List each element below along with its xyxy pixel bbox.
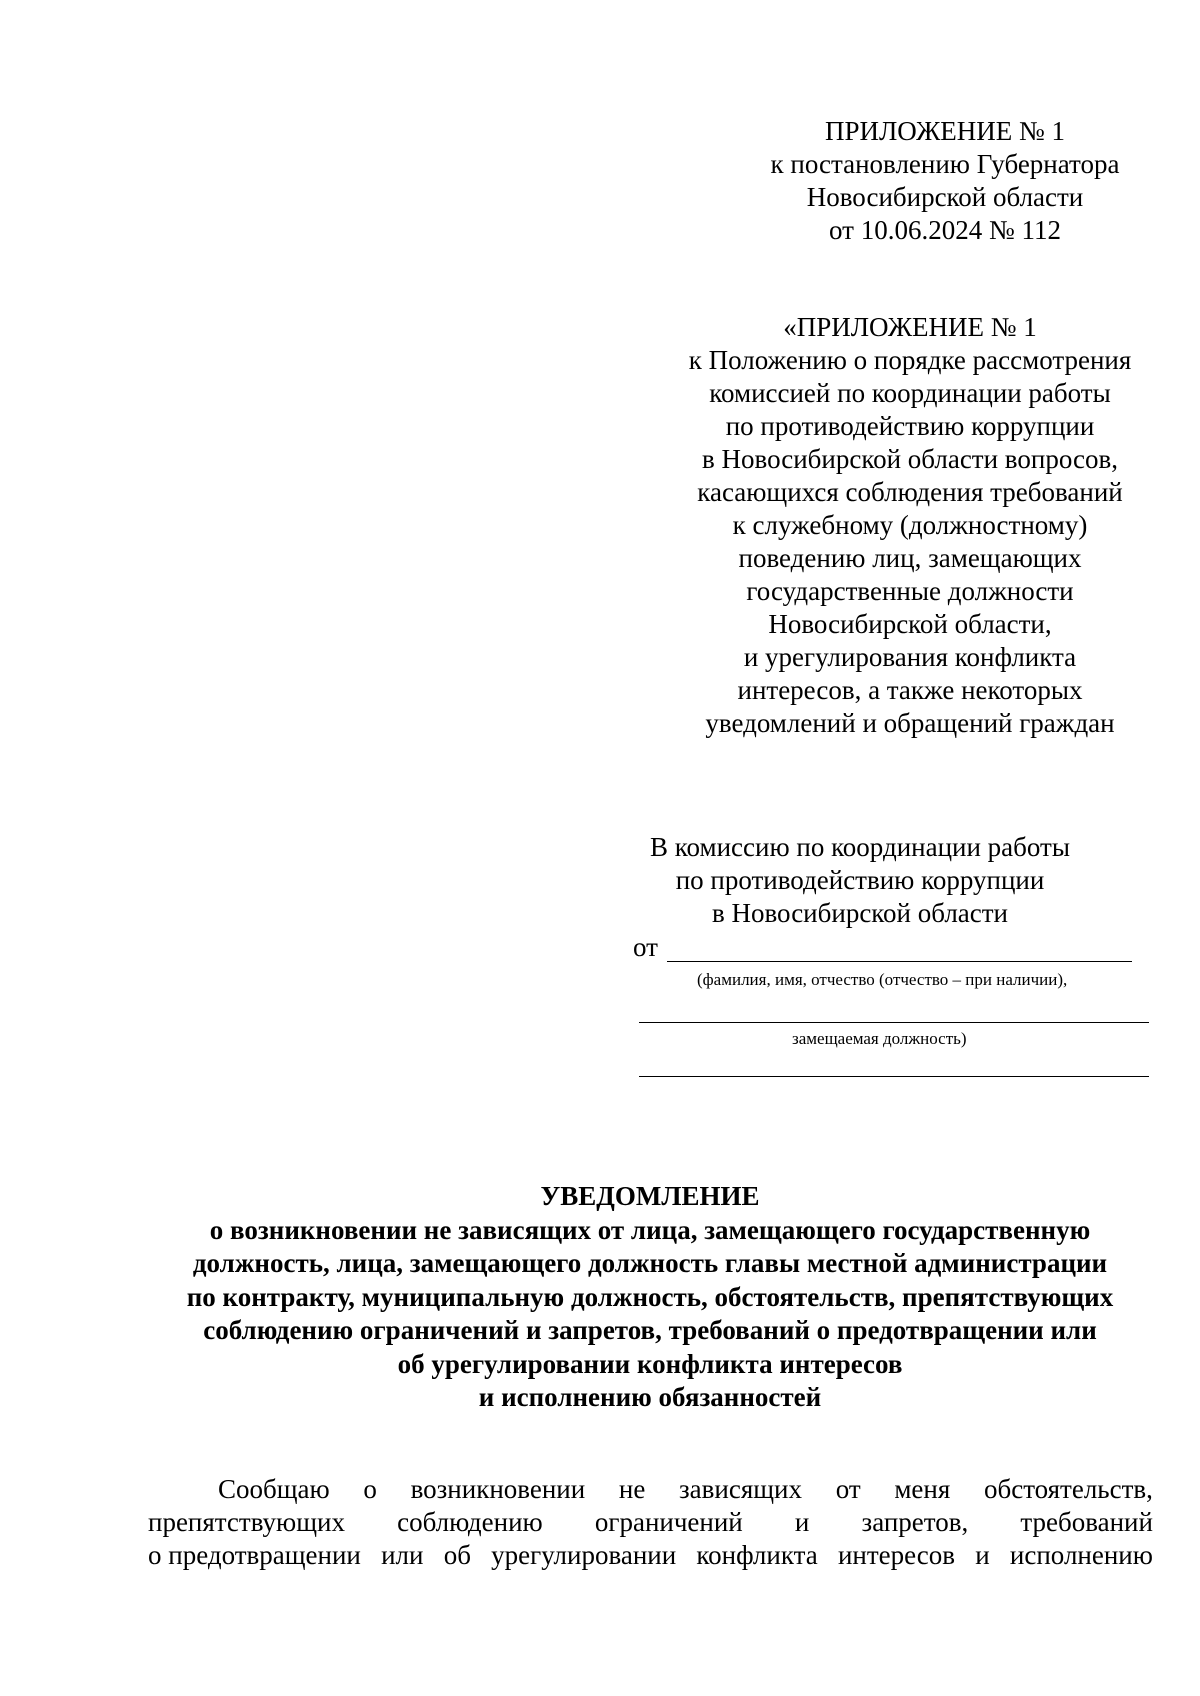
body-word: и [975, 1540, 990, 1570]
attachment-line: к постановлению Губернатора [770, 149, 1120, 179]
attachment-regulation-header [640, 311, 1180, 740]
attachment-line: к Положению о порядке рассмотрения [688, 345, 1132, 375]
notice-subtitle-line: об урегулировании конфликта интересов [397, 1348, 903, 1379]
body-word: не [618, 1474, 646, 1504]
notice-subtitle-line: о возникновении не зависящих от лица, замещающего государственную [209, 1214, 1091, 1245]
body-word: и [794, 1507, 810, 1537]
sender-position-caption: замещаемая должность) [792, 1029, 967, 1048]
body-line [148, 1506, 1153, 1539]
notice-subtitle-line: и исполнению обязанностей [478, 1382, 822, 1412]
body-word: запретов, [861, 1507, 969, 1537]
attachment-title: ПРИЛОЖЕНИЕ № 1 [824, 116, 1066, 146]
body-word: от [835, 1474, 861, 1504]
notice-body [148, 1473, 1153, 1572]
attachment-line: уведомлений и обращений граждан [705, 708, 1115, 738]
body-word: урегулировании [491, 1540, 677, 1570]
body-word: требований [1020, 1507, 1153, 1537]
body-word: интересов [837, 1540, 956, 1570]
body-word: ограничений [594, 1507, 743, 1537]
attachment-decree-header [690, 115, 1200, 247]
body-word: Сообщаю [218, 1474, 330, 1504]
attachment-line: интересов, а также некоторых [737, 675, 1083, 705]
attachment-line: к служебному (должностному) [732, 510, 1088, 540]
body-word: обстоятельств, [983, 1474, 1153, 1504]
notice-subtitle-line: по контракту, муниципальную должность, обстоятельств, препятствующих [186, 1281, 1114, 1312]
body-word: о предотвращении [148, 1540, 361, 1570]
body-word: соблюдению [397, 1507, 543, 1537]
sender-name-caption: (фамилия, имя, отчество (отчество – при наличии), [697, 970, 1068, 989]
attachment-title: «ПРИЛОЖЕНИЕ № 1 [783, 312, 1037, 342]
attachment-date-number: от 10.06.2024 № 112 [829, 215, 1061, 245]
body-word: исполнению [1009, 1540, 1153, 1570]
sender-name-blank-line [667, 961, 1132, 962]
sender-position-blank-line [639, 1022, 1149, 1023]
notice-subtitle-line: должность, лица, замещающего должность главы местной администрации [192, 1248, 1108, 1278]
body-word: возникновении [410, 1474, 586, 1504]
body-word: об [443, 1540, 471, 1570]
sender-extra-blank-line [639, 1076, 1149, 1077]
body-word: или [381, 1540, 424, 1570]
body-word: меня [894, 1474, 951, 1504]
notice-title: УВЕДОМЛЕНИЕ [540, 1181, 760, 1211]
addressee-line: в Новосибирской области [711, 898, 1009, 928]
addressee-line: В комиссию по координации работы [650, 832, 1070, 862]
addressee-block [590, 831, 1130, 930]
attachment-line: государственные должности [746, 576, 1074, 606]
from-label: от [633, 932, 658, 962]
attachment-line: комиссией по координации работы [709, 378, 1111, 408]
body-word: о [363, 1474, 377, 1504]
body-line [148, 1473, 1153, 1506]
notice-title-block [100, 1180, 1200, 1415]
notice-subtitle-line: соблюдению ограничений и запретов, требований о предотвращении или [203, 1315, 1097, 1345]
attachment-line: в Новосибирской области вопросов, [702, 444, 1118, 474]
body-word: препятствующих [148, 1507, 345, 1537]
attachment-line: и урегулирования конфликта [743, 642, 1077, 672]
body-line [148, 1539, 1153, 1572]
attachment-line: Новосибирской области, [768, 609, 1052, 639]
attachment-line: по противодействию коррупции [725, 411, 1095, 441]
body-word: конфликта [696, 1540, 818, 1570]
attachment-line: поведению лиц, замещающих [738, 543, 1082, 573]
attachment-line: Новосибирской области [806, 182, 1084, 212]
body-word: зависящих [679, 1474, 803, 1504]
addressee-line: по противодействию коррупции [675, 865, 1045, 895]
attachment-line: касающихся соблюдения требований [697, 477, 1123, 507]
